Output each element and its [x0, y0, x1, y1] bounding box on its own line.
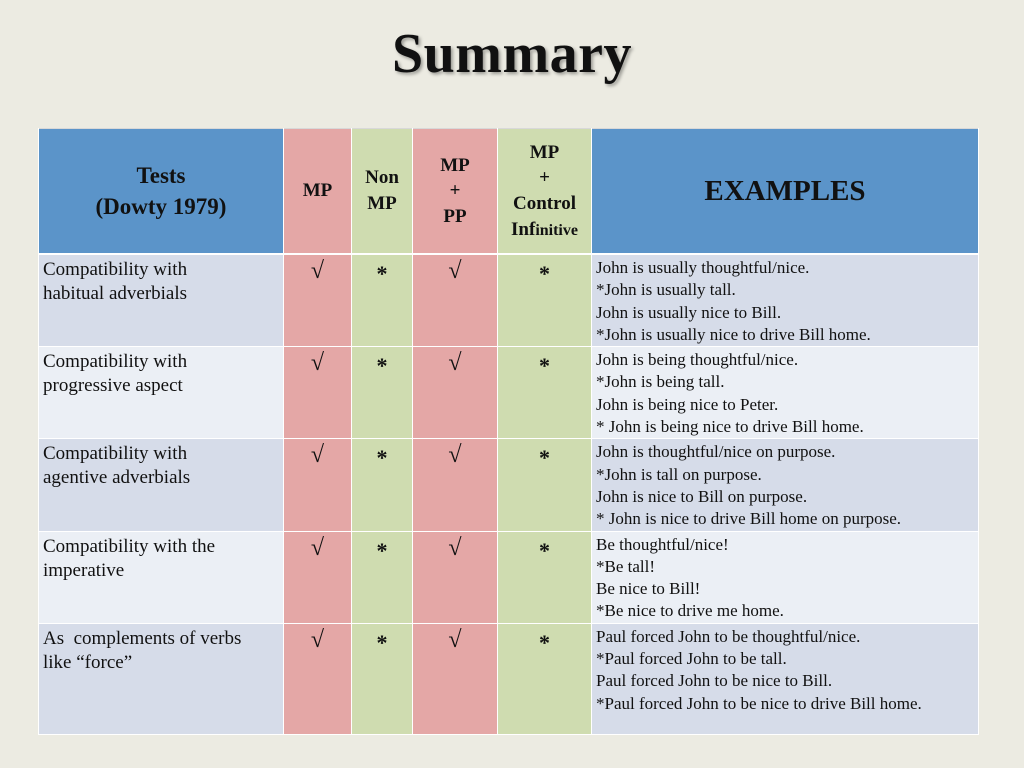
slide-title: Summary: [392, 23, 632, 85]
table-row: [39, 347, 979, 439]
table-row: [39, 623, 979, 734]
examples-cell: [592, 531, 979, 623]
example-line: Be thoughtful/nice!: [596, 534, 729, 554]
examples-cell: [592, 439, 979, 531]
mp-pp-mark: √: [413, 531, 498, 623]
mp-pp-mark: √: [413, 254, 498, 347]
example-line: John is being nice to Peter.: [596, 394, 779, 414]
test-line: agentive adverbials: [43, 467, 191, 489]
example-line: John is usually thoughtful/nice.: [596, 258, 810, 277]
mp-pp-mark: √: [413, 439, 498, 531]
header-mpci-line4a: Inf: [511, 218, 536, 240]
mp-pp-mark: √: [413, 623, 498, 734]
test-cell: [39, 439, 284, 531]
header-tests-line2: (Dowty 1979): [95, 194, 227, 219]
test-cell: [39, 254, 284, 347]
examples-cell: [592, 347, 979, 439]
mp-ci-mark: *: [498, 439, 592, 531]
example-line: *John is being tall.: [596, 372, 725, 392]
test-cell: [39, 347, 284, 439]
header-mp-label: MP: [302, 180, 333, 202]
example-line: *Be tall!: [596, 556, 656, 576]
mp-ci-mark: *: [498, 347, 592, 439]
mp-mark: √: [284, 623, 352, 734]
example-line: Be nice to Bill!: [596, 579, 701, 599]
header-mp: [284, 129, 352, 255]
test-line: Compatibility with the: [43, 535, 216, 557]
example-line: John is usually nice to Bill.: [596, 302, 782, 322]
example-line: John is thoughtful/nice on purpose.: [596, 442, 836, 462]
test-line: habitual adverbials: [43, 283, 188, 304]
test-line: As complements of verbs: [43, 627, 242, 649]
header-mpci-line4: [498, 217, 591, 243]
header-mpci-line2: +: [539, 167, 550, 189]
table-row: [39, 254, 979, 347]
header-mp-pp-line3: PP: [443, 205, 467, 227]
example-line: John is nice to Bill on purpose.: [596, 486, 808, 506]
header-tests: [39, 129, 284, 255]
header-examples-label: EXAMPLES: [704, 174, 866, 207]
mp-ci-mark: *: [498, 531, 592, 623]
mp-mark: √: [284, 531, 352, 623]
example-line: *John is usually tall.: [596, 280, 736, 300]
header-mpci-line1: MP: [529, 141, 560, 163]
non-mp-mark: *: [352, 531, 413, 623]
mp-ci-mark: *: [498, 254, 592, 347]
test-line: Compatibility with: [43, 351, 188, 373]
test-cell: [39, 531, 284, 623]
mp-mark: √: [284, 439, 352, 531]
header-mp-pp: [413, 129, 498, 255]
examples-cell: [592, 623, 979, 734]
example-line: John is being thoughtful/nice.: [596, 350, 799, 370]
test-line: progressive aspect: [43, 375, 183, 397]
non-mp-mark: *: [352, 623, 413, 734]
header-examples: [592, 129, 979, 255]
header-mp-control-infinitive: [498, 129, 592, 255]
non-mp-mark: *: [352, 254, 413, 347]
test-line: Compatibility with: [43, 259, 188, 280]
example-line: Paul forced John to be nice to Bill.: [596, 671, 833, 691]
table-row: [39, 531, 979, 623]
example-line: *John is tall on purpose.: [596, 464, 762, 484]
example-line: *Be nice to drive me home.: [596, 601, 784, 621]
summary-table: [38, 128, 979, 735]
test-line: Compatibility with: [43, 443, 188, 465]
example-line: * John is nice to drive Bill home on purpose.: [596, 509, 902, 529]
header-tests-line1: Tests: [136, 162, 186, 188]
test-cell: [39, 623, 284, 734]
mp-mark: √: [284, 347, 352, 439]
mp-ci-mark: *: [498, 623, 592, 734]
mp-mark: √: [284, 254, 352, 347]
header-non-mp-line2: MP: [367, 193, 397, 214]
examples-cell: [592, 254, 979, 347]
header-non-mp: [352, 129, 413, 255]
example-line: *John is usually nice to drive Bill home.: [596, 324, 871, 344]
mp-pp-mark: √: [413, 347, 498, 439]
header-non-mp-line1: Non: [365, 167, 399, 189]
test-line: imperative: [43, 559, 125, 581]
example-line: *Paul forced John to be tall.: [596, 649, 787, 669]
header-mpci-line4b: initive: [535, 221, 578, 239]
header-mpci-line3: Control: [513, 193, 576, 214]
header-row: [39, 129, 979, 255]
header-mp-pp-line2: +: [449, 180, 461, 202]
header-mp-pp-line1: MP: [440, 154, 470, 176]
example-line: Paul forced John to be thoughtful/nice.: [596, 626, 861, 646]
non-mp-mark: *: [352, 347, 413, 439]
example-line: *Paul forced John to be nice to drive Bill home.: [596, 693, 922, 713]
test-line: like “force”: [43, 651, 133, 673]
table-row: [39, 439, 979, 531]
non-mp-mark: *: [352, 439, 413, 531]
example-line: * John is being nice to drive Bill home.: [596, 417, 864, 437]
